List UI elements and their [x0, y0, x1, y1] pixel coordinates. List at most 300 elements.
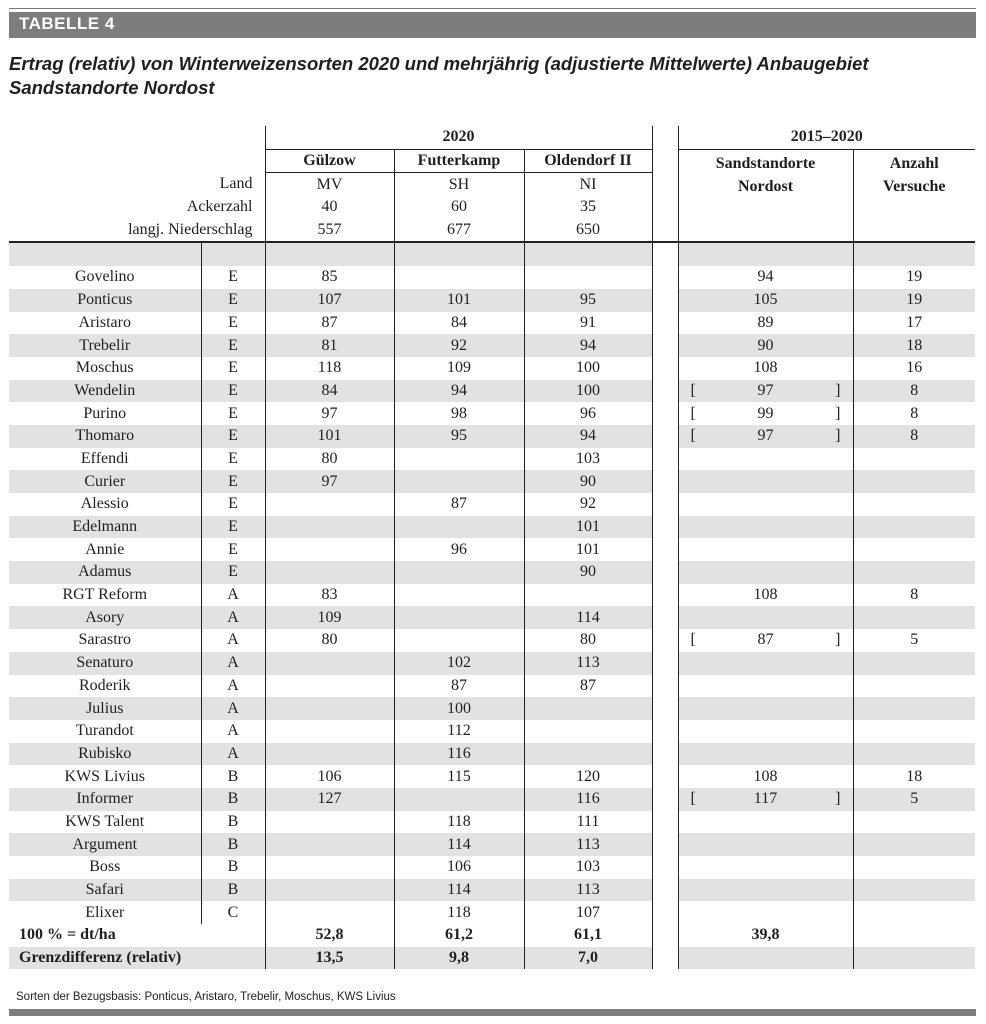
value-count — [853, 652, 975, 675]
header-year: 2020 — [265, 126, 652, 149]
variety-name: Argument — [9, 833, 201, 856]
value-futterkamp: 109 — [394, 357, 524, 380]
header-corner — [9, 126, 265, 149]
table-row — [9, 606, 975, 629]
header-gap — [652, 219, 678, 243]
value-oldendorf — [524, 720, 652, 743]
value-oldendorf: 113 — [524, 652, 652, 675]
value-guelzow — [265, 516, 394, 539]
quality-group: A — [201, 584, 265, 607]
table-row — [9, 289, 975, 312]
header-info-value: 40 — [265, 196, 394, 219]
value-futterkamp — [394, 606, 524, 629]
value-futterkamp: 96 — [394, 538, 524, 561]
value-sandstandorte — [678, 879, 853, 902]
value-guelzow: 101 — [265, 425, 394, 448]
value-futterkamp: 112 — [394, 720, 524, 743]
gap-cell — [652, 675, 678, 698]
table-title: Ertrag (relativ) von Winterweizensorten 2020 und mehrjährig (adjustierte Mittelwerte) Anbaugebiet Sandstandorte Nordost — [9, 53, 869, 98]
value-sandstandorte: 90 — [678, 334, 853, 357]
variety-name: Thomaro — [9, 425, 201, 448]
bracket-mark: ] — [835, 381, 841, 399]
value-oldendorf: 120 — [524, 765, 652, 788]
banner-label: TABELLE 4 — [19, 14, 115, 33]
quality-group: E — [201, 516, 265, 539]
gap-cell — [652, 334, 678, 357]
table-row — [9, 425, 975, 448]
value-sandstandorte — [678, 901, 853, 924]
header-info-label: Ackerzahl — [186, 198, 253, 216]
value-oldendorf: 94 — [524, 425, 652, 448]
gap-cell — [652, 561, 678, 584]
value-sandstandorte — [678, 697, 853, 720]
table-row — [9, 901, 975, 924]
header-gap — [652, 173, 678, 196]
table-row — [9, 652, 975, 675]
value-guelzow: 107 — [265, 289, 394, 312]
table-row — [9, 675, 975, 698]
value-sandstandorte — [678, 811, 853, 834]
value-futterkamp: 87 — [394, 493, 524, 516]
quality-group: A — [201, 697, 265, 720]
bracketed-value — [679, 629, 853, 651]
value-guelzow — [265, 561, 394, 584]
value-guelzow: 106 — [265, 765, 394, 788]
value-count — [853, 561, 975, 584]
value-guelzow: 87 — [265, 312, 394, 335]
value-oldendorf: 90 — [524, 561, 652, 584]
value-count: 17 — [853, 312, 975, 335]
table-row — [9, 380, 975, 403]
value-count — [853, 901, 975, 924]
variety-name: RGT Reform — [62, 586, 148, 604]
value-futterkamp: 118 — [394, 811, 524, 834]
gap-cell — [652, 743, 678, 766]
summary-sandstandorte: 39,8 — [678, 924, 853, 947]
gap-cell — [652, 538, 678, 561]
header-count — [853, 149, 975, 242]
spacer-cell — [201, 242, 265, 266]
gap-cell — [652, 901, 678, 924]
value-oldendorf: 114 — [524, 606, 652, 629]
value-count: 8 — [853, 584, 975, 607]
gap-cell — [652, 924, 678, 947]
header-location: Gülzow — [265, 149, 394, 173]
summary-futterkamp: 9,8 — [394, 947, 524, 970]
gap-cell — [652, 448, 678, 471]
value-oldendorf: 100 — [524, 380, 652, 403]
variety-name: Curier — [9, 470, 201, 493]
table-row — [9, 765, 975, 788]
value-sandstandorte: 94 — [678, 266, 853, 289]
value-guelzow — [265, 697, 394, 720]
table-row — [9, 833, 975, 856]
value-futterkamp — [394, 788, 524, 811]
value-oldendorf: 94 — [524, 334, 652, 357]
value-futterkamp: 114 — [394, 879, 524, 902]
value-count: 8 — [853, 425, 975, 448]
value-futterkamp: 100 — [394, 697, 524, 720]
header-multi-l1: Sandstandorte — [715, 154, 816, 172]
value-guelzow — [265, 652, 394, 675]
bracket-mark: [ — [690, 381, 696, 399]
quality-group: E — [201, 561, 265, 584]
value-oldendorf: 107 — [524, 901, 652, 924]
quality-group: B — [201, 833, 265, 856]
quality-group: E — [201, 470, 265, 493]
value-sandstandorte — [678, 470, 853, 493]
value-sandstandorte — [678, 538, 853, 561]
table-row — [9, 856, 975, 879]
header-info-value: 650 — [524, 219, 652, 243]
value-count — [853, 697, 975, 720]
value-oldendorf: 111 — [524, 811, 652, 834]
value-oldendorf: 103 — [524, 856, 652, 879]
value-sandstandorte: 108 — [678, 584, 853, 607]
value-count — [853, 879, 975, 902]
header-location: Oldendorf II — [524, 149, 652, 173]
variety-name: Annie — [85, 540, 125, 558]
value-futterkamp — [394, 266, 524, 289]
variety-name: Boss — [89, 858, 121, 876]
value-guelzow: 97 — [265, 402, 394, 425]
header-info-value: 557 — [265, 219, 394, 243]
value-guelzow: 80 — [265, 629, 394, 652]
value-sandstandorte — [678, 720, 853, 743]
table-row — [9, 402, 975, 425]
table-body — [9, 242, 975, 969]
value-sandstandorte — [678, 380, 853, 403]
bracket-mark: [ — [690, 427, 696, 445]
gap-cell — [652, 765, 678, 788]
value-sandstandorte: 105 — [678, 289, 853, 312]
value-oldendorf — [524, 266, 652, 289]
value-guelzow: 80 — [265, 448, 394, 471]
value-count: 5 — [853, 629, 975, 652]
value-count: 18 — [853, 765, 975, 788]
value-oldendorf: 113 — [524, 879, 652, 902]
value-oldendorf: 90 — [524, 470, 652, 493]
header-location: Futterkamp — [394, 149, 524, 173]
gap-cell — [652, 811, 678, 834]
quality-group: A — [201, 743, 265, 766]
value-futterkamp: 115 — [394, 765, 524, 788]
value-count: 19 — [853, 289, 975, 312]
bottom-rule — [9, 1009, 976, 1016]
quality-group: C — [201, 901, 265, 924]
summary-futterkamp: 61,2 — [394, 924, 524, 947]
variety-name: Wendelin — [9, 380, 201, 403]
value-sandstandorte — [678, 675, 853, 698]
spacer-cell — [678, 242, 853, 266]
header-info-value: 35 — [524, 196, 652, 219]
bracket-value: 97 — [757, 427, 774, 445]
value-sandstandorte — [678, 516, 853, 539]
value-futterkamp: 102 — [394, 652, 524, 675]
variety-name: Alessio — [80, 495, 129, 513]
value-guelzow — [265, 879, 394, 902]
table-row — [9, 312, 975, 335]
bracket-mark: [ — [690, 790, 696, 808]
bracket-mark: ] — [835, 404, 841, 422]
value-count — [853, 675, 975, 698]
header-info-value: SH — [394, 173, 524, 196]
value-guelzow: 97 — [265, 470, 394, 493]
quality-group: E — [201, 289, 265, 312]
header-multi — [678, 149, 853, 242]
value-sandstandorte — [678, 606, 853, 629]
variety-name: Effendi — [80, 449, 129, 467]
bracket-mark: ] — [835, 427, 841, 445]
variety-name: Edelmann — [9, 516, 201, 539]
bracket-mark: [ — [690, 631, 696, 649]
table-row — [9, 448, 975, 471]
value-count: 19 — [853, 266, 975, 289]
value-futterkamp: 98 — [394, 402, 524, 425]
table-row — [9, 879, 975, 902]
table-row — [9, 584, 975, 607]
bracket-mark: [ — [690, 404, 696, 422]
value-sandstandorte — [678, 833, 853, 856]
quality-group: E — [201, 334, 265, 357]
quality-group: E — [201, 448, 265, 471]
value-count: 18 — [853, 334, 975, 357]
value-futterkamp: 92 — [394, 334, 524, 357]
summary-label: 100 % = dt/ha — [19, 926, 116, 944]
header-info-label: langj. Niederschlag — [9, 219, 265, 243]
quality-group: E — [201, 357, 265, 380]
variety-name: KWS Talent — [65, 812, 145, 830]
bracket-value: 117 — [753, 790, 778, 808]
value-count — [853, 833, 975, 856]
value-futterkamp: 116 — [394, 743, 524, 766]
table-row — [9, 357, 975, 380]
gap-cell — [652, 470, 678, 493]
variety-name: Senaturo — [9, 652, 201, 675]
gap-cell — [652, 788, 678, 811]
top-rule — [9, 8, 976, 9]
value-guelzow: 109 — [265, 606, 394, 629]
bracketed-value — [679, 788, 853, 810]
header-count-l1: Anzahl — [889, 154, 939, 172]
header-count-l2: Versuche — [882, 177, 946, 195]
value-count: 8 — [853, 380, 975, 403]
value-oldendorf: 92 — [524, 493, 652, 516]
gap-cell — [652, 402, 678, 425]
value-count — [853, 720, 975, 743]
value-futterkamp — [394, 629, 524, 652]
quality-group: E — [201, 266, 265, 289]
value-guelzow — [265, 833, 394, 856]
value-futterkamp: 114 — [394, 833, 524, 856]
variety-name: Sarastro — [78, 631, 131, 649]
header-multi-l2: Nordost — [737, 177, 794, 195]
value-count — [853, 856, 975, 879]
gap-cell — [652, 516, 678, 539]
value-sandstandorte — [678, 856, 853, 879]
value-sandstandorte: 108 — [678, 765, 853, 788]
footnote: Sorten der Bezugsbasis: Ponticus, Aristaro, Trebelir, Moschus, KWS Livius — [16, 991, 396, 1003]
gap-cell — [652, 357, 678, 380]
value-count — [853, 811, 975, 834]
variety-name: Adamus — [9, 561, 201, 584]
quality-group: A — [201, 629, 265, 652]
variety-name: Ponticus — [9, 289, 201, 312]
table-row — [9, 629, 975, 652]
gap-cell — [652, 266, 678, 289]
value-count — [853, 448, 975, 471]
value-count — [853, 470, 975, 493]
summary-count — [853, 924, 975, 947]
table-row — [9, 811, 975, 834]
quality-group: B — [201, 765, 265, 788]
value-futterkamp: 118 — [394, 901, 524, 924]
quality-group: A — [201, 720, 265, 743]
variety-name: Rubisko — [9, 743, 201, 766]
variety-name: Elixer — [85, 903, 125, 921]
quality-group: E — [201, 380, 265, 403]
gap-cell — [652, 720, 678, 743]
value-futterkamp: 106 — [394, 856, 524, 879]
value-guelzow — [265, 743, 394, 766]
value-oldendorf — [524, 697, 652, 720]
value-sandstandorte — [678, 561, 853, 584]
header-gap — [652, 196, 678, 219]
value-count: 5 — [853, 788, 975, 811]
table-row — [9, 561, 975, 584]
spacer-row — [9, 242, 975, 266]
variety-name: Trebelir — [9, 334, 201, 357]
bracketed-value — [679, 380, 853, 402]
variety-name: Safari — [9, 879, 201, 902]
table-header — [9, 126, 975, 242]
table-row — [9, 720, 975, 743]
gap-cell — [652, 606, 678, 629]
bracket-mark: ] — [835, 790, 841, 808]
value-oldendorf: 87 — [524, 675, 652, 698]
header-gap — [652, 149, 678, 173]
gap-cell — [652, 289, 678, 312]
gap-cell — [652, 856, 678, 879]
value-sandstandorte: 108 — [678, 357, 853, 380]
value-guelzow: 127 — [265, 788, 394, 811]
variety-name: Aristaro — [78, 313, 131, 331]
value-oldendorf: 103 — [524, 448, 652, 471]
value-count: 8 — [853, 402, 975, 425]
summary-oldendorf: 61,1 — [524, 924, 652, 947]
quality-group: E — [201, 402, 265, 425]
table-row — [9, 516, 975, 539]
quality-group: A — [201, 652, 265, 675]
quality-group: E — [201, 538, 265, 561]
value-sandstandorte — [678, 448, 853, 471]
value-futterkamp: 94 — [394, 380, 524, 403]
variety-name: Asory — [9, 606, 201, 629]
value-guelzow: 81 — [265, 334, 394, 357]
variety-name: Govelino — [74, 268, 135, 286]
gap-cell — [652, 493, 678, 516]
yield-table — [9, 126, 975, 969]
value-guelzow: 85 — [265, 266, 394, 289]
value-guelzow — [265, 856, 394, 879]
table-row — [9, 493, 975, 516]
bracketed-value — [679, 425, 853, 447]
header-info-value: MV — [265, 173, 394, 196]
header-period: 2015–2020 — [678, 126, 975, 149]
variety-name: Turandot — [75, 722, 134, 740]
header-info-value: 677 — [394, 219, 524, 243]
gap-cell — [652, 697, 678, 720]
variety-name: KWS Livius — [64, 767, 145, 785]
value-count — [853, 516, 975, 539]
value-oldendorf: 101 — [524, 538, 652, 561]
header-info-value: 60 — [394, 196, 524, 219]
gap-cell — [652, 879, 678, 902]
quality-group: B — [201, 856, 265, 879]
table-banner — [9, 12, 976, 38]
quality-group: E — [201, 312, 265, 335]
gap-cell — [652, 312, 678, 335]
bracketed-value — [679, 403, 853, 425]
variety-name: Purino — [83, 404, 127, 422]
value-guelzow: 83 — [265, 584, 394, 607]
quality-group: B — [201, 879, 265, 902]
value-sandstandorte — [678, 402, 853, 425]
table-row — [9, 266, 975, 289]
bracket-value: 99 — [757, 404, 774, 422]
summary-oldendorf: 7,0 — [524, 947, 652, 970]
value-sandstandorte — [678, 629, 853, 652]
table-row — [9, 788, 975, 811]
table-row — [9, 334, 975, 357]
quality-group: A — [201, 606, 265, 629]
spacer-cell — [853, 242, 975, 266]
value-count — [853, 538, 975, 561]
quality-group: B — [201, 788, 265, 811]
value-oldendorf: 113 — [524, 833, 652, 856]
summary-guelzow: 13,5 — [265, 947, 394, 970]
variety-name: Moschus — [75, 359, 134, 377]
value-count — [853, 606, 975, 629]
value-count: 16 — [853, 357, 975, 380]
value-futterkamp: 95 — [394, 425, 524, 448]
value-oldendorf: 80 — [524, 629, 652, 652]
header-row — [9, 126, 975, 149]
value-oldendorf: 96 — [524, 402, 652, 425]
header-gap — [652, 126, 678, 149]
gap-cell — [652, 584, 678, 607]
bracket-mark: ] — [835, 631, 841, 649]
table-row — [9, 697, 975, 720]
variety-name: Julius — [9, 697, 201, 720]
header-info-label: Land — [219, 175, 253, 193]
value-oldendorf: 95 — [524, 289, 652, 312]
value-oldendorf — [524, 584, 652, 607]
gap-cell — [652, 629, 678, 652]
header-corner — [9, 149, 265, 173]
gap-cell — [652, 652, 678, 675]
value-futterkamp: 101 — [394, 289, 524, 312]
table-row — [9, 470, 975, 493]
summary-count — [853, 947, 975, 970]
spacer-cell — [9, 242, 201, 266]
spacer-cell — [394, 242, 524, 266]
value-guelzow: 84 — [265, 380, 394, 403]
value-futterkamp — [394, 470, 524, 493]
quality-group: B — [201, 811, 265, 834]
summary-row — [9, 924, 975, 947]
value-sandstandorte — [678, 652, 853, 675]
